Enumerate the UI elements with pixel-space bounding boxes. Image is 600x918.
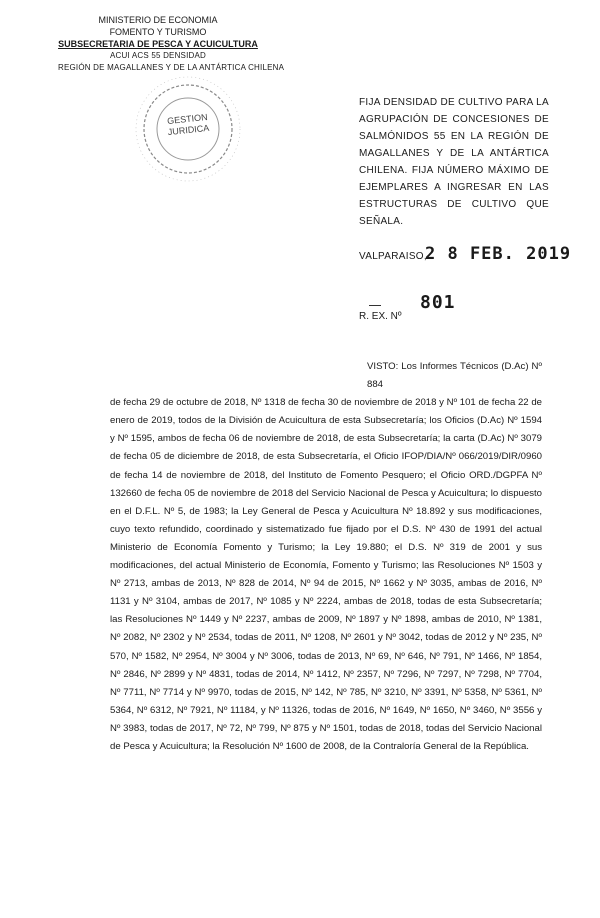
subsecretaria-name: SUBSECRETARIA DE PESCA Y ACUICULTURA (58, 39, 258, 49)
resolution-title: FIJA DENSIDAD DE CULTIVO PARA LA AGRUPACIÓN DE CONCESIONES DE SALMÓNIDOS 55 EN LA REGIÓN DE MAGALLANES Y DE LA ANTÁRTICA CHILENA. FIJA NÚMERO MÁXIMO DE EJEMPLARES A INGRESAR EN LAS ESTRUCTURAS DE CULTIVO QUE SEÑALA. (359, 97, 549, 227)
stamp-line-1: GESTION (166, 111, 209, 127)
place: VALPARAISO, (359, 251, 427, 262)
region-name: REGIÓN DE MAGALLANES Y DE LA ANTÁRTICA CHILENA (58, 63, 285, 72)
stamp-line-2: JURIDICA (167, 122, 210, 138)
visto-body: de fecha 29 de octubre de 2018, Nº 1318 de fecha 30 de noviembre de 2018 y Nº 101 de fecha 22 de enero de 2019, todos de la División de Acuicultura de esta Subsecretaría; los Oficios (D.Ac) Nº 1594 y Nº 1595, ambos de fecha 06 de noviembre de 2018, de esta Subsecretaría; la carta (D.Ac) Nº 3079 de fecha 05 de diciembre de 2018, de esta Subsecretaría, el Oficio IFOP/DIA/Nº 066/2019/DIR/0960 de fecha 14 de noviembre de 2018, del Instituto de Fomento Pesquero; el Oficio ORD./DGPFA Nº 132660 de fecha 05 de noviembre de 2018 del Servicio Nacional de Pesca y Acuicultura; lo dispuesto en el D.F.L. Nº 5, de 1983; la Ley General de Pesca y Acuicultura Nº 18.892 y sus modificaciones, cuyo texto refundido, coordinado y sistematizado fue fijado por el D.S. Nº 430 de 1991 del actual Ministerio de Economía Fomento y Turismo; la Ley 19.880; el D.S. Nº 319 de 2001 y sus modificaciones, del actual Ministerio de Economía, Fomento y Turismo; las Resoluciones Nº 1503 y Nº 2713, ambas de 2013, Nº 828 de 2014, Nº 94 de 2015, Nº 1662 y Nº 3035, ambas de 2016, Nº 1131 y Nº 3104, ambas de 2017, Nº 1085 y Nº 2224, ambas de 2018, todas de esta Subsecretaría; las Resoluciones Nº 1449 y Nº 2237, ambas de 2009, Nº 1897 y Nº 1898, ambas de 2010, Nº 1381, Nº 2082, Nº 2302 y Nº 2534, todas de 2011, Nº 1208, Nº 2601 y Nº 3042, todas de 2012 y Nº 235, Nº 570, Nº 1582, Nº 2954, Nº 3004 y Nº 3006, todas de 2013, Nº 69, Nº 646, Nº 791, Nº 1466, Nº 1854, Nº 2846, Nº 2899 y Nº 4831, todas de 2014, Nº 1412, Nº 2357, Nº 7296, Nº 7297, Nº 7298, Nº 7704, Nº 7711, Nº 7714 y Nº 9970, todas de 2015, Nº 142, Nº 785, Nº 3210, Nº 3391, Nº 5358, Nº 5361, Nº 5364, Nº 6312, Nº 7921, Nº 11184, y Nº 11326, todas de 2016, Nº 1649, Nº 1650, Nº 3460, Nº 3556 y Nº 3983, todas de 2017, Nº 72, Nº 799, Nº 875 y Nº 1501, todas de 2018, todas del Servicio Nacional de Pesca y Acuicultura; la Resolución Nº 1600 de 2008, de la Contraloría General de la República. (110, 397, 542, 752)
divider (369, 305, 381, 306)
date-stamp: 2 8 FEB. 2019 (425, 244, 572, 264)
legal-stamp (133, 74, 243, 184)
file-reference: ACUI ACS 55 DENSIDAD (109, 51, 207, 60)
visto-paragraph (110, 358, 542, 756)
ministry-name: MINISTERIO DE ECONOMIA (98, 15, 218, 25)
ministry-subtitle: FOMENTO Y TURISMO (109, 27, 207, 37)
resolution-number: 801 (420, 292, 456, 313)
letterhead (58, 14, 285, 74)
visto-first-line: VISTO: Los Informes Técnicos (D.Ac) Nº 884 (367, 361, 542, 391)
resolution-label: R. EX. Nº (359, 311, 402, 322)
